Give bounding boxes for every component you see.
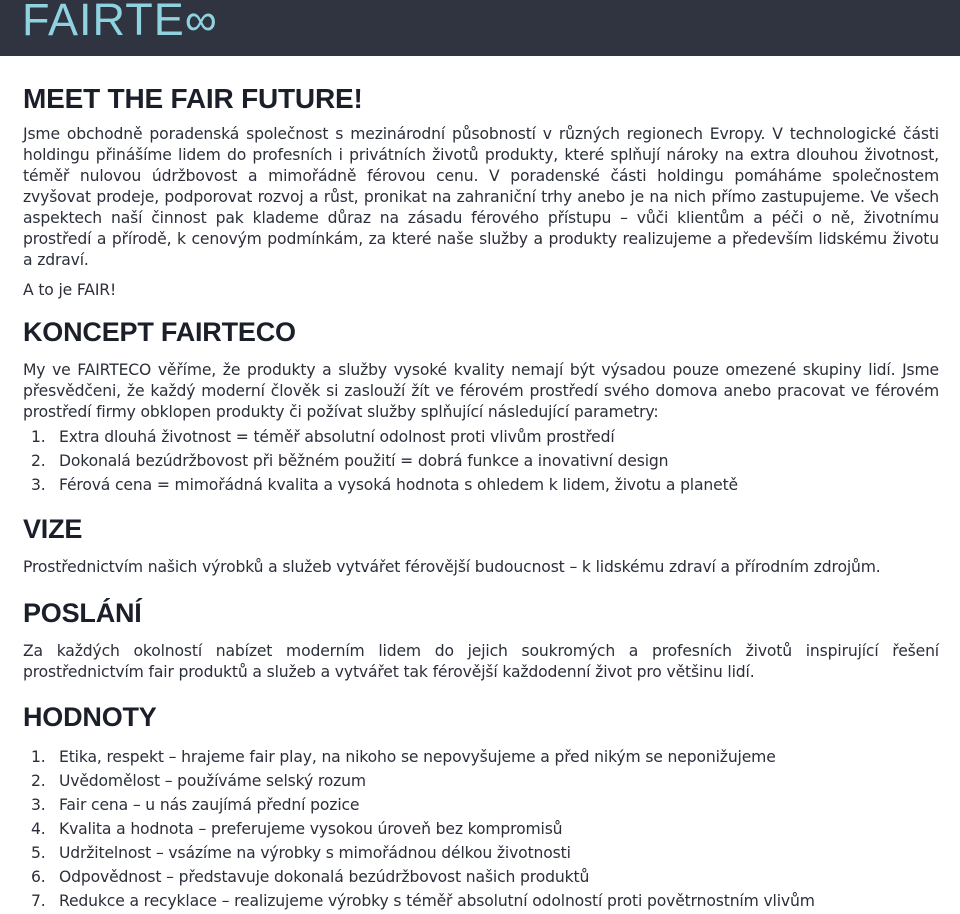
list-item-text: Odpovědnost – představuje dokonalá bezúdržbovost našich produktů [59,868,590,886]
list-item-text: Fair cena – u nás zaujímá přední pozice [59,796,360,814]
meet-paragraph: Jsme obchodně poradenská společnost s mezinárodní působností v různých regionech Evropy. V technologické části holdingu přinášíme lidem do profesních i privátních životů produkty, které splňují nároky na extra dlouhou životnost, téměř nulovou údržbovost a mimořádně férovou cenu. V poradenské části holdingu pomáháme společnostem zvyšovat prodeje, podporovat rozvoj a růst, pronikat na zahraniční trhy anebo je na nich přímo zastupujeme. Ve všech aspektech naší činnost pak klademe důraz na zásadu férového přístupu – vůči klientům a péči o ně, životnímu prostředí a přírodě, k cenovým podmínkám, za které naše služby a produkty realizujeme a především lidskému životu a zdraví. [23,125,939,269]
list-item [23,889,939,913]
list-item-number: 3. [31,796,46,814]
list-item-text: Dokonalá bezúdržbovost při běžném použití = dobrá funkce a inovativní design [59,452,669,470]
hodnoty-list [23,745,939,913]
koncept-paragraph: My ve FAIRTECO věříme, že produkty a služby vysoké kvality nemají být výsadou pouze omezené skupiny lidí. Jsme přesvědčeni, že každý moderní člověk si zaslouží žít ve férovém prostředí svého domova anebo pracovat ve férovém prostředí firmy obklopen produkty či požívat služby splňující následující parametry: [23,361,939,421]
list-item [23,841,939,865]
list-item-number: 7. [31,892,46,910]
list-item-text: Extra dlouhá životnost = téměř absolutní odolnost proti vlivům prostředí [59,428,615,446]
meet-closing: A to je FAIR! [23,281,117,299]
list-item-text: Etika, respekt – hrajeme fair play, na nikoho se nepovyšujeme a před nikým se neponižujeme [59,748,776,766]
list-item [23,425,939,449]
vize-paragraph: Prostřednictvím našich výrobků a služeb vytvářet férovější budoucnost – k lidskému zdraví a přírodním zdrojům. [23,558,881,576]
list-item-number: 1. [31,428,46,446]
list-item-number: 3. [31,476,46,494]
header-bar [0,0,960,56]
meet-heading: MEET THE FAIR FUTURE! [23,83,363,114]
list-item [23,769,939,793]
list-item [23,793,939,817]
list-item-text: Udržitelnost – vsázíme na výrobky s mimořádnou délkou životnosti [59,844,571,862]
poslani-heading: POSLÁNÍ [23,598,142,628]
list-item-number: 2. [31,452,46,470]
hodnoty-heading: HODNOTY [23,702,157,732]
koncept-heading: KONCEPT FAIRTECO [23,317,296,347]
list-item [23,745,939,769]
koncept-list [23,425,939,497]
list-item-number: 4. [31,820,46,838]
vize-heading: VIZE [23,514,83,544]
list-item-number: 1. [31,748,46,766]
list-item-number: 6. [31,868,46,886]
poslani-paragraph: Za každých okolností nabízet moderním lidem do jejich soukromých a profesních životů inspirující řešení prostřednictvím fair produktů a služeb a vytvářet tak férovější každodenní život pro většinu lidí. [23,642,939,681]
list-item-text: Férová cena = mimořádná kvalita a vysoká hodnota s ohledem k lidem, životu a planetě [59,476,738,494]
list-item-text: Redukce a recyklace – realizujeme výrobky s téměř absolutní odolností proti povětrnostním vlivům [59,892,815,910]
list-item-number: 2. [31,772,46,790]
list-item-text: Kvalita a hodnota – preferujeme vysokou úroveň bez kompromisů [59,820,563,838]
list-item [23,449,939,473]
list-item [23,817,939,841]
list-item [23,473,939,497]
list-item [23,865,939,889]
list-item-text: Uvědomělost – používáme selský rozum [59,772,366,790]
fairteco-logo[interactable]: FAIRTE∞ [22,0,218,45]
list-item-number: 5. [31,844,46,862]
